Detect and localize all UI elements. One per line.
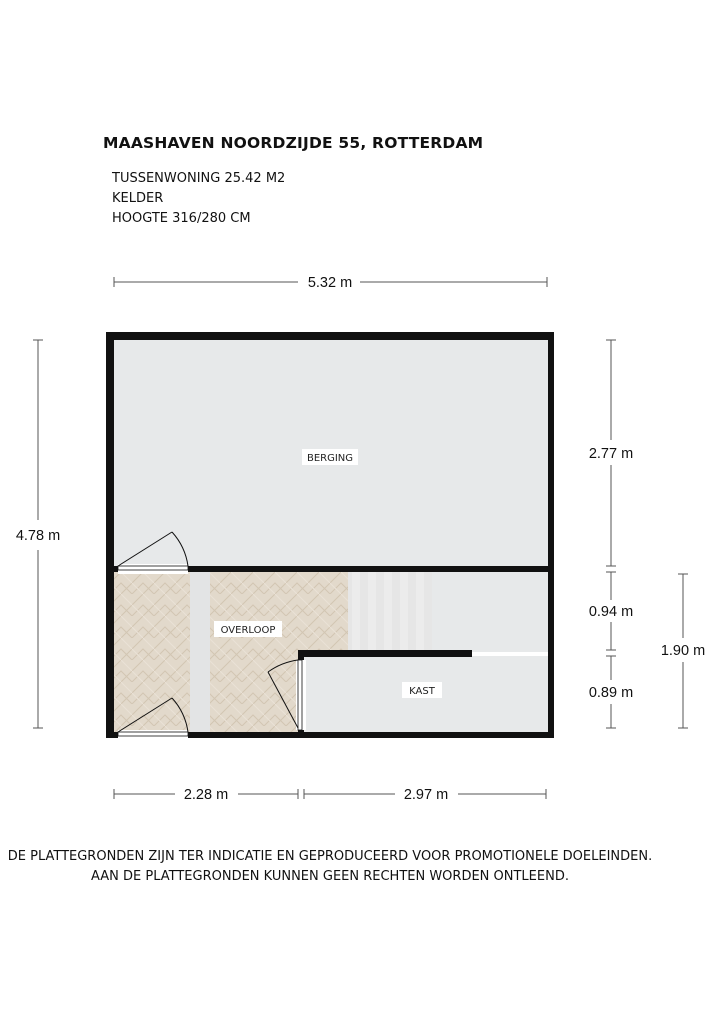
hall-strip [190, 572, 210, 732]
room-label-berging [302, 449, 358, 465]
disclaimer [0, 847, 660, 887]
dim-top-width: 5.32 m [307, 275, 353, 291]
room-label-overloop [214, 621, 282, 637]
dim-lower-total: 1.90 m [660, 643, 706, 659]
dim-overloop-depth: 0.94 m [588, 604, 634, 620]
stair-landing [432, 572, 548, 652]
overloop-floor-right [300, 572, 348, 652]
dim-bottom-left: 2.28 m [183, 787, 229, 803]
dim-left-height: 4.78 m [15, 528, 61, 544]
room-label-kast [402, 682, 442, 698]
dim-kast-depth: 0.89 m [588, 685, 634, 701]
dim-bottom-right: 2.97 m [403, 787, 449, 803]
ceiling-height: HOOGTE 316/280 CM [112, 211, 251, 226]
svg-text:OVERLOOP: OVERLOOP [220, 625, 276, 636]
address-title: MAASHAVEN NOORDZIJDE 55, ROTTERDAM [103, 134, 484, 152]
svg-text:KAST: KAST [409, 686, 435, 697]
dim-berging-depth: 2.77 m [588, 446, 634, 462]
disclaimer-line-2: AAN DE PLATTEGRONDEN KUNNEN GEEN RECHTEN WORDEN ONTLEEND. [91, 869, 569, 884]
floor-level: KELDER [112, 191, 164, 206]
stairs [348, 572, 432, 652]
disclaimer-line-1: DE PLATTEGRONDEN ZIJN TER INDICATIE EN GEPRODUCEERD VOOR PROMOTIONELE DOELEINDEN. [7, 849, 653, 864]
property-type: TUSSENWONING 25.42 M2 [112, 171, 286, 186]
svg-text:BERGING: BERGING [306, 453, 354, 464]
